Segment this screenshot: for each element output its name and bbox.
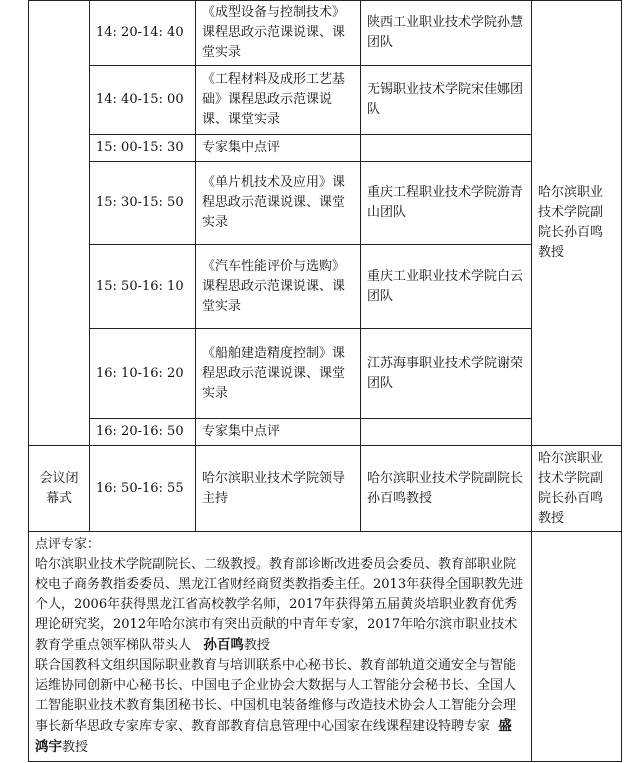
- time-cell: 15: 50-16: 10: [90, 245, 196, 329]
- team-cell: 陕西工业职业技术学院孙慧团队: [361, 1, 532, 66]
- time-cell: 16: 10-16: 20: [90, 329, 196, 419]
- content-cell: 《船舶建造精度控制》课程思政示范课说课、课堂实录: [196, 329, 361, 419]
- table-row: [29, 1, 622, 66]
- time-cell: 15: 30-15: 50: [90, 162, 196, 245]
- host-cell: 哈尔滨职业技术学院副院长孙百鸣教授: [532, 1, 622, 446]
- expert-1-name: 孙百鸣: [203, 637, 244, 653]
- empty-cell: [532, 532, 622, 762]
- content-cell: 专家集中点评: [196, 419, 361, 446]
- content-cell: 哈尔滨职业技术学院领导主持: [196, 446, 361, 532]
- expert-1-bio: 哈尔滨职业技术学院副院长、二级教授。教育部诊断改进委员会委员、教育部职业院校电子商务教指委委员、黑龙江省财经商贸类教指委主任。2013年获得全国职教先进个人，2006年获得黑龙江省高校教学名师，2017年获得第五届黄炎培职业教育优秀理论研究奖，2012年哈尔滨市有突出贡献的中青年专家，2017年哈尔滨市职业技术教育学重点领军梯队带头人: [35, 557, 524, 653]
- content-cell: 《成型设备与控制技术》课程思政示范课说课、课堂实录: [196, 1, 361, 66]
- team-cell: [361, 135, 532, 162]
- experts-row: [29, 532, 622, 762]
- content-cell: 专家集中点评: [196, 135, 361, 162]
- closing-label: 会议闭幕式: [29, 446, 90, 532]
- content-cell: 《工程材料及成形工艺基础》课程思政示范课说课、课堂实录: [196, 66, 361, 135]
- expert-1-title: 教授: [243, 638, 270, 653]
- closing-row: [29, 446, 622, 532]
- expert-2-bio: 联合国教科文组织国际职业教育与培训联系中心秘书长、教育部轨道交通安全与智能运维协同创新中心秘书长、中国电子企业协会大数据与人工智能分会秘书长、全国人工智能职业技术教育集团秘书长、中国机电装备维修与改造技术协会人工智能分会理事长新华思政专家库专家、教育部教育信息管理中心国家在线课程建设特聘专家: [35, 658, 517, 734]
- content-cell: 《汽车性能评价与选购》课程思政示范课说课、课堂实录: [196, 245, 361, 329]
- team-cell: 无锡职业技术学院宋佳娜团队: [361, 66, 532, 135]
- team-cell: 哈尔滨职业技术学院副院长孙百鸣教授: [361, 446, 532, 532]
- team-cell: 重庆工程职业技术学院游青山团队: [361, 162, 532, 245]
- content-cell: 《单片机技术及应用》课程思政示范课说课、课堂实录: [196, 162, 361, 245]
- session-label-cell: [29, 1, 90, 446]
- expert-2: [35, 656, 525, 758]
- time-cell: 15: 00-15: 30: [90, 135, 196, 162]
- expert-2-title: 教授: [62, 740, 89, 755]
- team-cell: 江苏海事职业技术学院谢荣团队: [361, 329, 532, 419]
- time-cell: 14: 40-15: 00: [90, 66, 196, 135]
- team-cell: 重庆工业职业技术学院白云团队: [361, 245, 532, 329]
- time-cell: 14: 20-14: 40: [90, 1, 196, 66]
- time-cell: 16: 50-16: 55: [90, 446, 196, 532]
- expert-1: [35, 555, 525, 656]
- host-cell: 哈尔滨职业技术学院副院长孙百鸣教授: [532, 446, 622, 532]
- experts-heading: 点评专家：: [35, 537, 101, 552]
- agenda-table: [28, 0, 622, 762]
- experts-cell: [29, 532, 532, 762]
- time-cell: 16: 20-16: 50: [90, 419, 196, 446]
- team-cell: [361, 419, 532, 446]
- expert-2-name: 盛鸿宇: [35, 718, 512, 755]
